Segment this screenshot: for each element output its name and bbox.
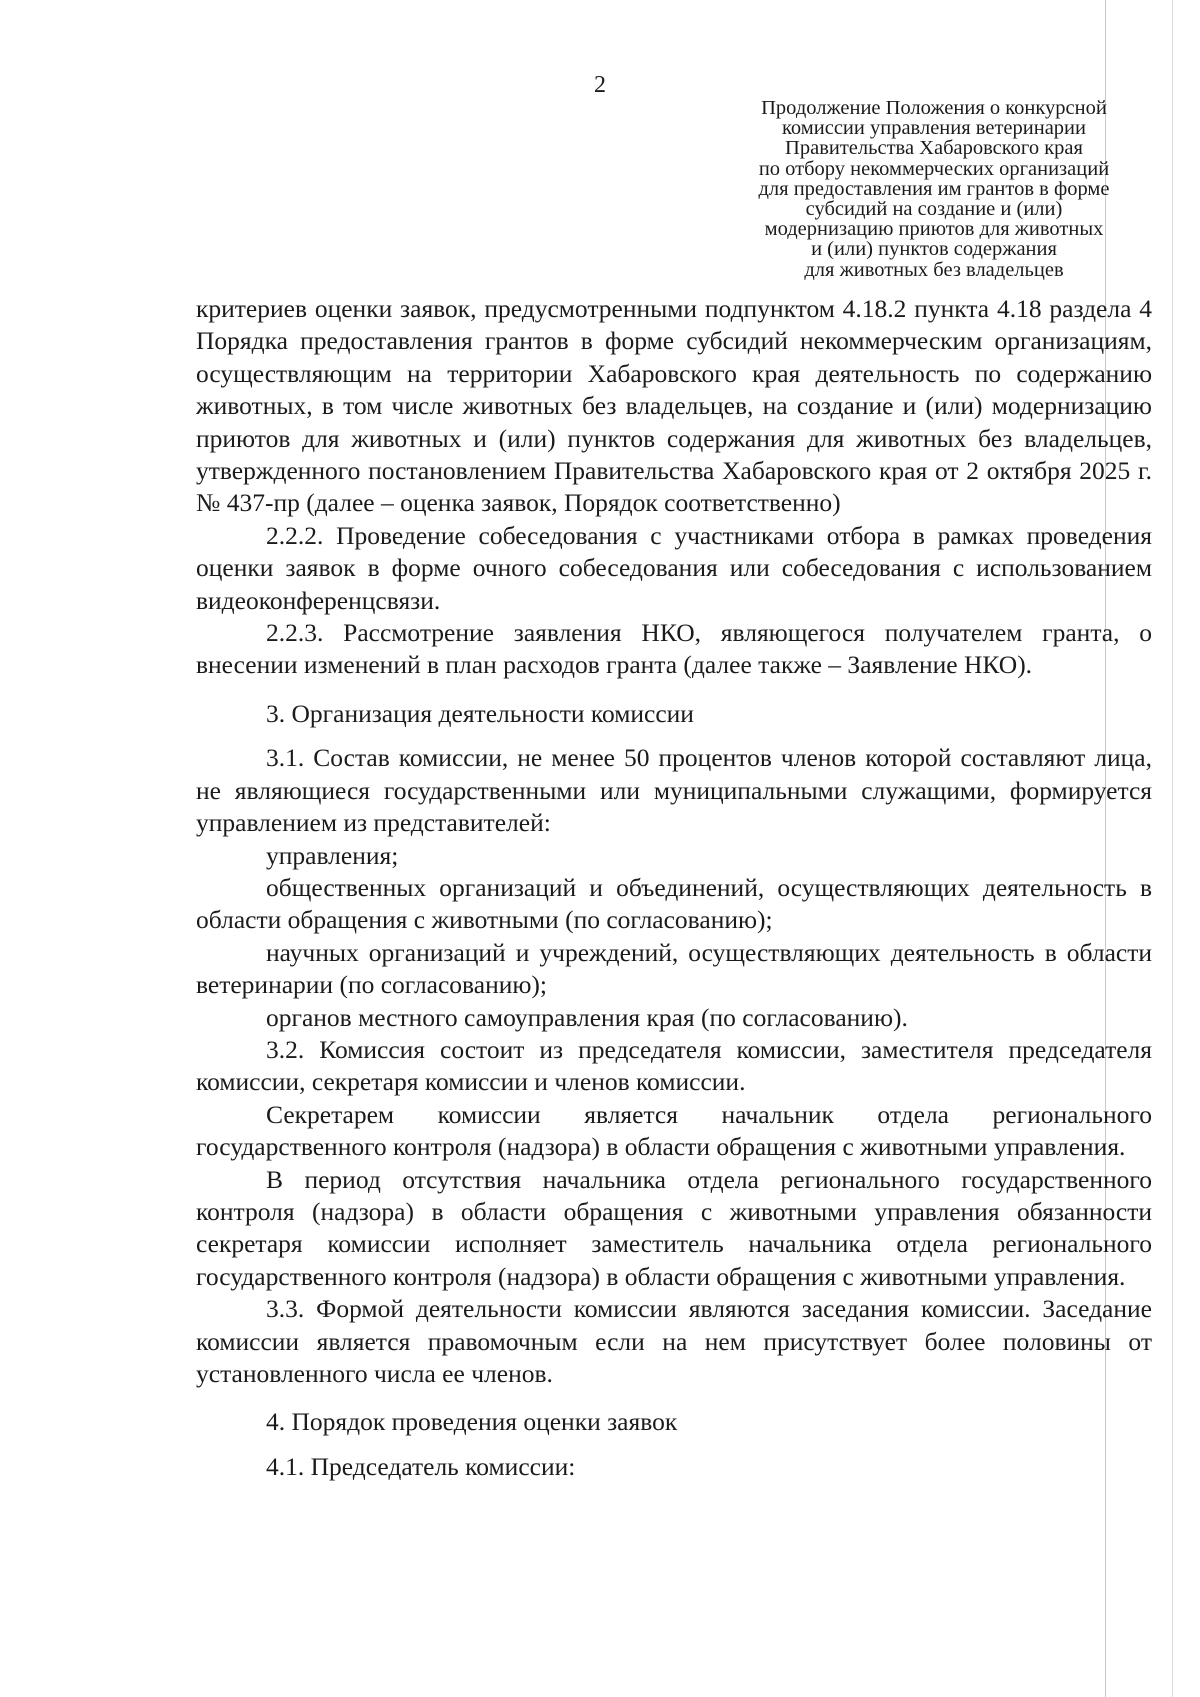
header-line: по отбору некоммерческих организаций <box>758 157 1110 180</box>
header-line: Правительства Хабаровского края <box>785 137 1083 160</box>
paragraph-2-2-2: 2.2.2. Проведение собеседования с участниками отбора в рамках проведения оценки заявок в форме очного собеседования или собеседования с использованием видеоконференцсвязи. <box>196 520 1152 615</box>
header-line: субсидий на создание и (или) <box>805 198 1063 221</box>
section-heading-3: 3. Организация деятельности комиссии <box>266 698 694 728</box>
paragraph-3-2: 3.2. Комиссия состоит из председателя комиссии, заместителя председателя комиссии, секретаря комиссии и членов комиссии. <box>196 1034 1152 1097</box>
paragraph-3-3: 3.3. Формой деятельности комиссии являются заседания комиссии. Заседание комиссии является правомочным если на нем присутствует более половины от установленного числа ее членов. <box>196 1294 1152 1388</box>
list-item-management: управления; <box>266 840 399 870</box>
header-line: Продолжение Положения о конкурсной <box>761 97 1107 119</box>
section-heading-4: 4. Порядок проведения оценки заявок <box>266 1407 678 1437</box>
paragraph-secretary: Секретарем комиссии является начальник отдела регионального государственного контроля (надзора) в области обращения с животными управления. <box>196 1099 1152 1162</box>
header-line: для предоставления им грантов в форме <box>758 177 1110 200</box>
header-line: модернизацию приютов для животных <box>764 218 1104 241</box>
document-body <box>196 293 1152 1483</box>
list-item-scientific-organizations: научных организаций и учреждений, осуществляющих деятельность в области ветеринарии (по согласованию); <box>196 937 1152 1000</box>
paragraph-secretary-absence: В период отсутствия начальника отдела регионального государственного контроля (надзора) в области обращения с животными управления обязанности секретаря комиссии исполняет заместитель начальника отдела регионального государственного контроля (надзора) в области обращения с животными управления. <box>196 1164 1152 1291</box>
scan-edge-line-outer <box>1172 0 1173 1697</box>
document-header-note <box>700 98 1168 280</box>
header-line: комиссии управления ветеринарии <box>782 117 1086 140</box>
paragraph-criteria: критериев оценки заявок, предусмотренными подпунктом 4.18.2 пункта 4.18 раздела 4 Порядка предоставления грантов в форме субсидий некоммерческим организациям, осуществляющим на территории Хабаровского края деятельность по содержанию животных, в том числе животных без владельцев, на создание и (или) модернизацию приютов для животных и (или) пунктов содержания для животных без владельцев, утвержденного постановлением Правительства Хабаровского края от 2 октября 2025 г. № 437-пр (далее – оценка заявок, Порядок соответственно) <box>196 294 1152 518</box>
header-line: и (или) пунктов содержания <box>811 238 1057 261</box>
list-item-public-organizations: общественных организаций и объединений, осуществляющих деятельность в области обращения с животными (по согласованию); <box>196 872 1152 935</box>
paragraph-2-2-3: 2.2.3. Рассмотрение заявления НКО, являющегося получателем гранта, о внесении изменений в план расходов гранта (далее также – Заявление НКО). <box>196 618 1152 680</box>
page-number: 2 <box>594 72 606 98</box>
header-line: для животных без владельцев <box>804 258 1064 281</box>
paragraph-4-1: 4.1. Председатель комиссии: <box>266 1451 576 1481</box>
paragraph-3-1: 3.1. Состав комиссии, не менее 50 процентов членов которой составляют лица, не являющиеся государственными или муниципальными служащими, формируется управлением из представителей: <box>196 743 1152 838</box>
list-item-local-government: органов местного самоуправления края (по согласованию). <box>266 1002 908 1032</box>
